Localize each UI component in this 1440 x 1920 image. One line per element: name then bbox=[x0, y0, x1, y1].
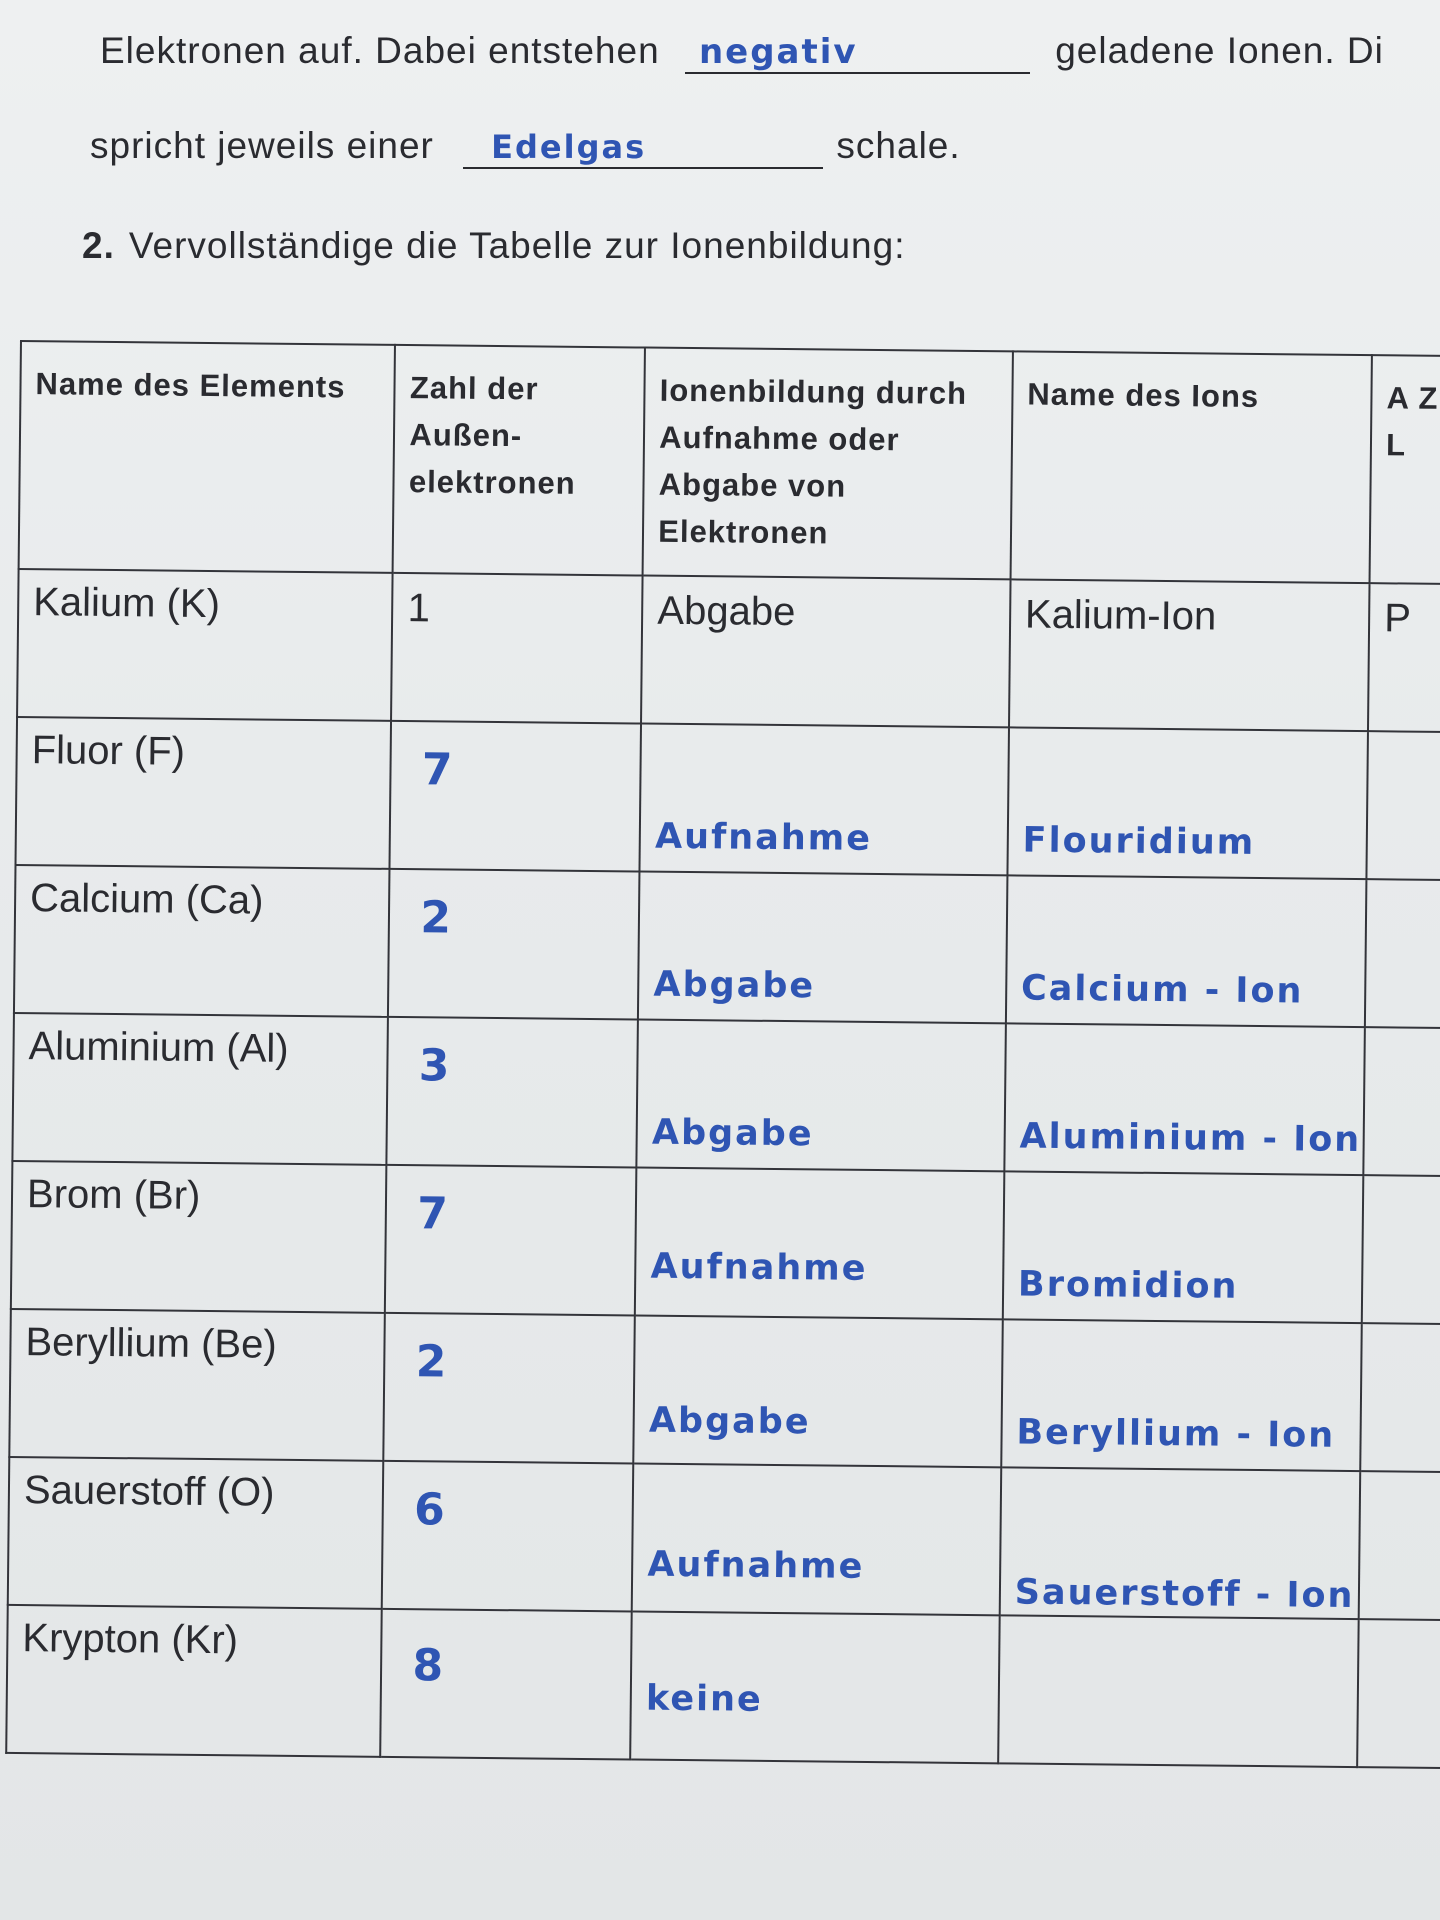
formation-type: Abgabe bbox=[651, 1112, 814, 1155]
formation-type: Aufnahme bbox=[650, 1246, 868, 1289]
header-outer-electrons: Zahl der Außen-elektronen bbox=[393, 345, 645, 576]
intro-line-2-before: spricht jeweils einer bbox=[90, 125, 434, 166]
formation-type: Abgabe bbox=[648, 1400, 811, 1443]
intro-line-1-before: Elektronen auf. Dabei entstehen bbox=[100, 30, 660, 71]
outer-electron-count: 7 bbox=[417, 1188, 451, 1240]
outer-electron-count: 3 bbox=[418, 1040, 452, 1092]
element-name: Krypton (Kr) bbox=[22, 1616, 239, 1663]
erased-pencil-trace bbox=[656, 739, 666, 776]
outer-electron-count: 2 bbox=[420, 892, 454, 944]
task-number: 2. bbox=[82, 225, 115, 266]
answer-negativ: negativ bbox=[698, 32, 858, 72]
outer-electron-count: 2 bbox=[415, 1336, 449, 1388]
ion-formation-table bbox=[5, 340, 1440, 1769]
table-row bbox=[8, 1457, 1440, 1620]
ion-name: Beryllium - Ion bbox=[1016, 1412, 1336, 1456]
ion-name: Flouridium bbox=[1022, 820, 1256, 863]
header-ion-formation: Ionenbildung durch Aufnahme oder Abgabe von Elektronen bbox=[643, 348, 1013, 580]
next-task-cut-off bbox=[0, 1880, 1440, 1920]
element-name: Brom (Br) bbox=[26, 1172, 201, 1218]
intro-line-2 bbox=[90, 125, 961, 169]
ion-name: Sauerstoff - Ion bbox=[1014, 1572, 1355, 1617]
element-name: Kalium (K) bbox=[33, 580, 221, 627]
table-row bbox=[17, 569, 1440, 732]
outer-electron-count: 1 bbox=[407, 586, 431, 631]
extra-cell: P bbox=[1384, 596, 1412, 641]
header-extra-cut-off: A Z L bbox=[1370, 355, 1440, 584]
intro-line-1 bbox=[100, 30, 1384, 74]
intro-line-2-after: schale. bbox=[836, 125, 961, 166]
answer-blank-1[interactable] bbox=[685, 30, 1030, 74]
outer-electron-count: 7 bbox=[421, 744, 455, 796]
element-name: Calcium (Ca) bbox=[29, 876, 264, 923]
table-row bbox=[14, 865, 1440, 1028]
outer-electron-count: 6 bbox=[413, 1484, 448, 1536]
table-row bbox=[9, 1309, 1440, 1472]
task-text: Vervollständige die Tabelle zur Ionenbildung: bbox=[128, 225, 906, 266]
ion-name: Aluminium - Ion bbox=[1019, 1116, 1362, 1161]
answer-blank-2[interactable] bbox=[463, 125, 823, 169]
element-name: Sauerstoff (O) bbox=[23, 1468, 275, 1515]
table-row bbox=[16, 717, 1440, 880]
ion-name: Bromidion bbox=[1017, 1264, 1239, 1307]
intro-line-1-after: geladene Ionen. Di bbox=[1055, 30, 1384, 71]
header-element: Name des Elements bbox=[19, 341, 396, 573]
table-row bbox=[6, 1605, 1440, 1768]
element-name: Beryllium (Be) bbox=[25, 1320, 277, 1367]
formation-type: Abgabe bbox=[653, 964, 816, 1007]
element-name: Fluor (F) bbox=[31, 728, 186, 774]
element-name: Aluminium (Al) bbox=[28, 1024, 289, 1071]
formation-type: Aufnahme bbox=[647, 1544, 865, 1587]
task-heading bbox=[82, 225, 905, 267]
formation-type: Aufnahme bbox=[654, 816, 873, 859]
answer-edelgas: Edelgas bbox=[491, 128, 647, 166]
outer-electron-count: 8 bbox=[412, 1640, 446, 1692]
table-header-row bbox=[19, 341, 1440, 584]
ion-name: Kalium-Ion bbox=[1024, 592, 1217, 639]
table-row bbox=[12, 1013, 1440, 1176]
ion-name: Calcium - Ion bbox=[1020, 968, 1304, 1012]
formation-type: Abgabe bbox=[657, 588, 796, 635]
formation-type: keine bbox=[645, 1678, 763, 1720]
table-row bbox=[11, 1161, 1440, 1324]
header-ion-name: Name des Ions bbox=[1010, 351, 1372, 583]
